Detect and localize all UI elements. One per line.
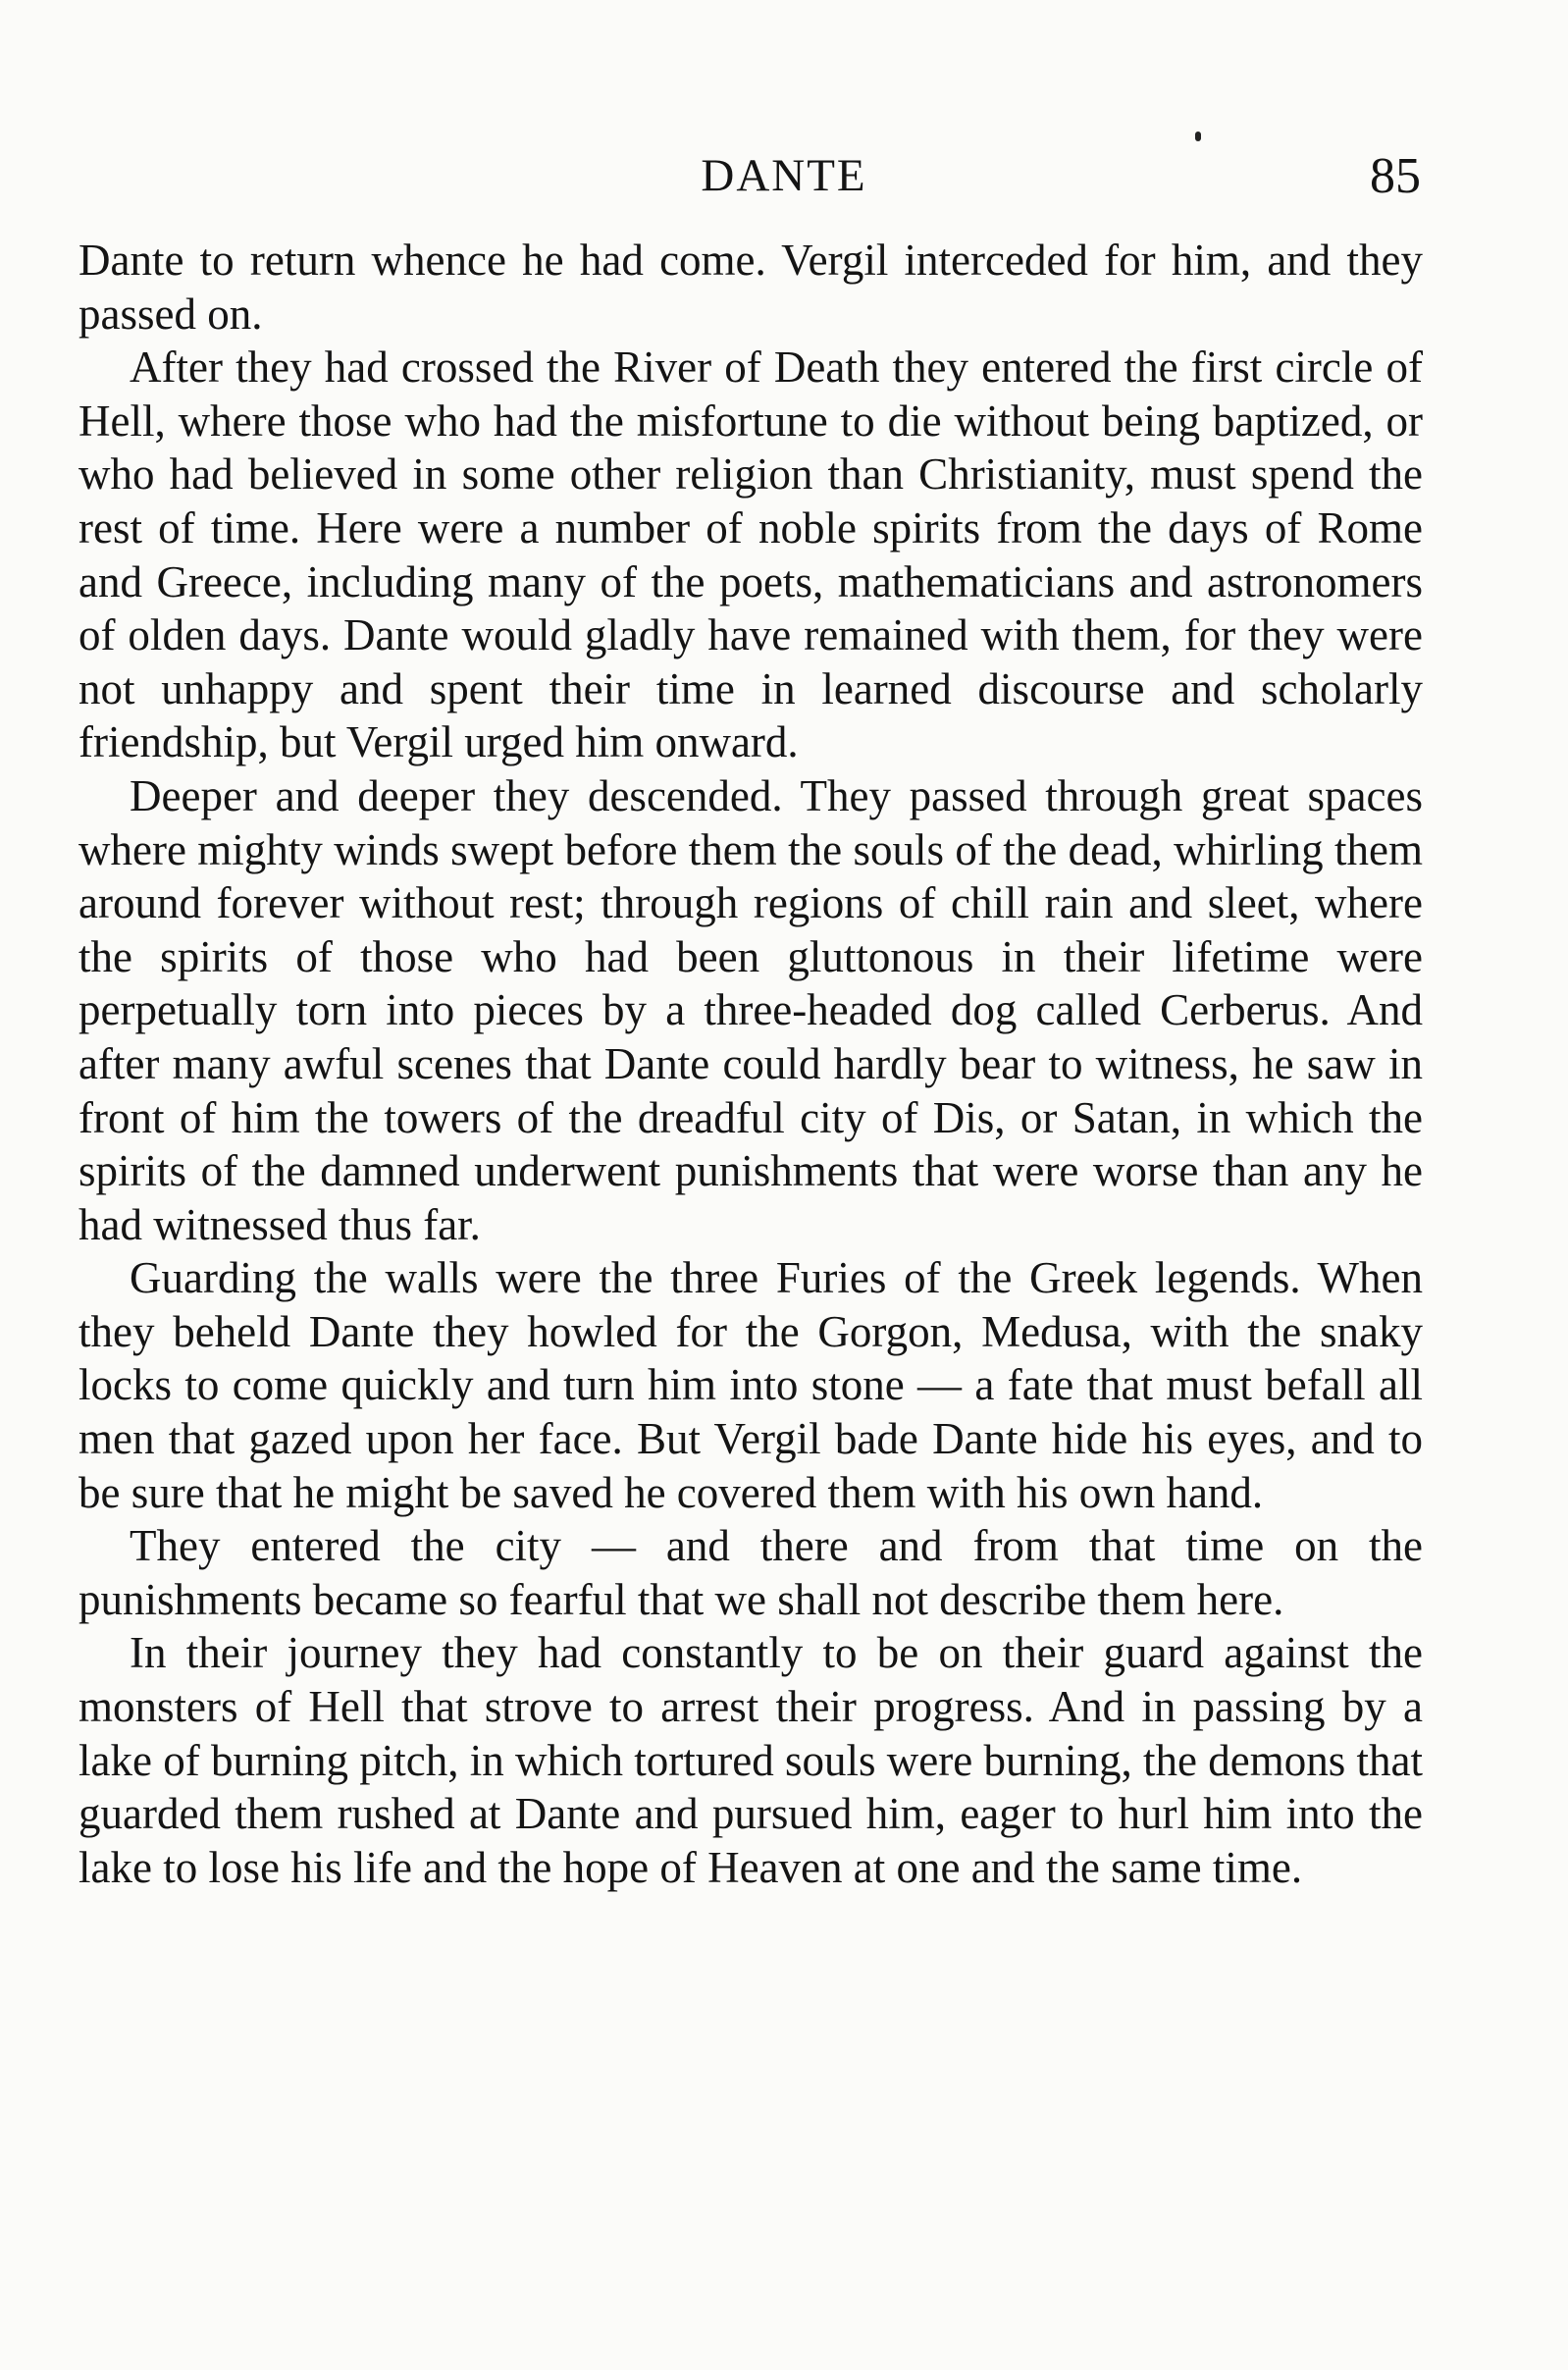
paragraph-continued: Dante to return whence he had come. Vergil interceded for him, and they passed on. xyxy=(78,236,1423,339)
running-head xyxy=(0,145,1568,204)
paragraph-burning-pitch: In their journey they had constantly to be on their guard against the monsters of Hell that strove to arrest their progress. And in passing by a lake of burning pitch, in which tortured souls were burning, the demons that guarded them rushed at Dante and pursued him, eager to hurl him into the lake to lose his life and the hope of Heaven at one and the same time. xyxy=(78,1628,1423,1892)
paragraph-first-circle: After they had crossed the River of Death they entered the first circle of Hell, where those who had the misfortune to die without being baptized, or who had believed in some other religion than Christianity, must spend the rest of time. Here were a number of noble spirits from the days of Rome and Greece, including many of the poets, mathematicians and astronomers of olden days. Dante would gladly have remained with them, for they were not unhappy and spent their time in learned discourse and scholarly friendship, but Vergil urged him onward. xyxy=(78,342,1423,767)
paragraph-city: They entered the city — and there and from that time on the punishments became so fearful that we shall not describe them here. xyxy=(78,1521,1423,1624)
ink-speck xyxy=(1195,132,1201,141)
page-number: 85 xyxy=(1370,148,1421,204)
paragraph-descent: Deeper and deeper they descended. They passed through great spaces where mighty winds swept before them the souls of the dead, whirling them around forever without rest; through regions of chill rain and sleet, where the spirits of those who had been gluttonous in their lifetime were perpetually torn into pieces by a three-headed dog called Cerberus. And after many awful scenes that Dante could hardly bear to witness, he saw in front of him the towers of the dreadful city of Dis, or Satan, in which the spirits of the damned underwent punishments that were worse than any he had witnessed thus far. xyxy=(78,770,1423,1249)
paragraph-furies: Guarding the walls were the three Furies of the Greek legends. When they beheld Dante they howled for the Gorgon, Medusa, with the snaky locks to come quickly and turn him into stone — a fate that must befall all men that gazed upon her face. But Vergil bade Dante hide his eyes, and to be sure that he might be saved he covered them with his own hand. xyxy=(78,1253,1423,1517)
body-text xyxy=(78,234,1423,1894)
running-title: DANTE xyxy=(701,150,867,201)
